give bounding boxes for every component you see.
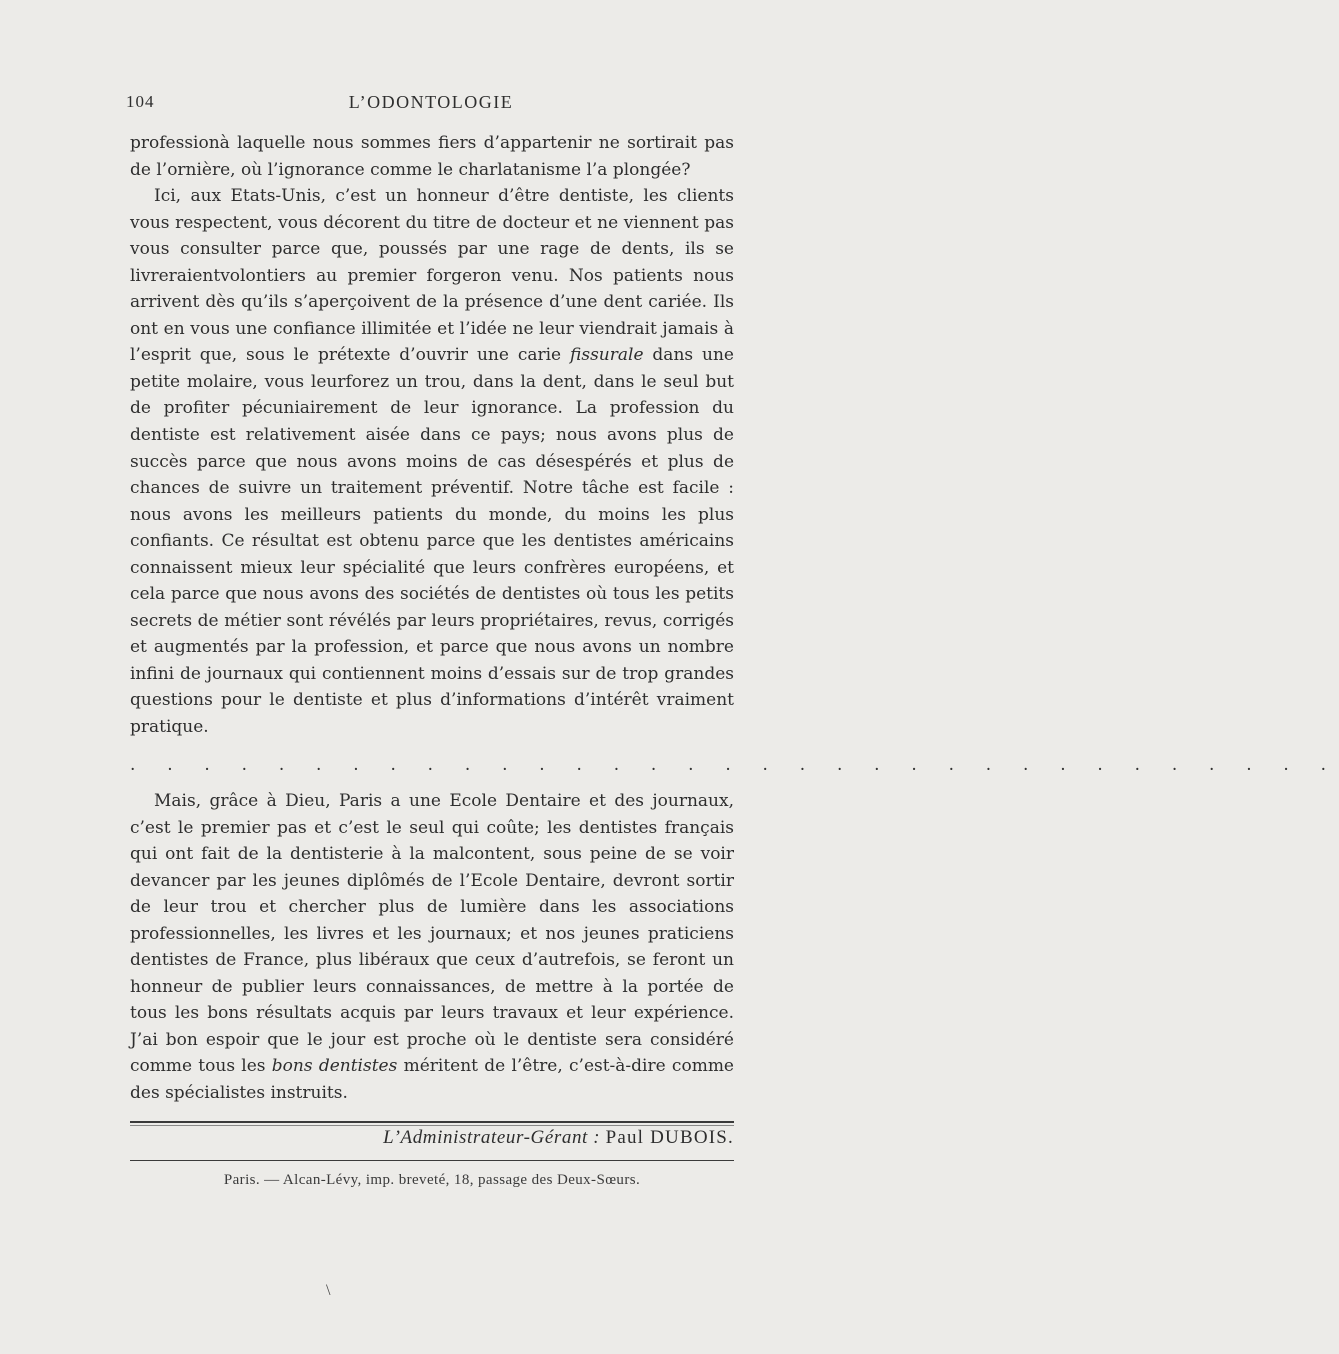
stray-mark: \ (326, 1282, 331, 1299)
body-text-lower (130, 788, 734, 1107)
text-run: Mais, grâce à Dieu, Paris a une Ecole Dentaire et des journaux, c’est le premier pas et c’est le seul qui coûte; les dentistes français qui ont fait de la dentisterie à la malcontent, sous peine de se voir devancer par les jeunes diplômés de l’Ecole Dentaire, devront sortir de leur trou et chercher plus de lumière dans les associations professionnelles, les livres et les journaux; et nos jeunes praticiens dentistes de France, plus libéraux que ceux d’autrefois, se feront un honneur de publier leurs connaissances, de mettre à la portée de tous les bons résultats acquis par leurs travaux et leur expérience. J’ai bon espoir que le jour est proche où le dentiste sera considéré comme tous les (130, 791, 734, 1077)
text-run: professionà laquelle nous sommes fiers d’appartenir ne sortirait pas de l’ornière, où l’ignorance comme le charlatanisme l’a plongée? (130, 133, 734, 180)
signature (130, 1127, 734, 1149)
printer-imprint: Paris. — Alcan-Lévy, imp. breveté, 18, passage des Deux-Sœurs. (223, 1172, 641, 1188)
paragraph-3 (130, 788, 734, 1107)
signature-label: L’Administrateur-Gérant : (383, 1127, 601, 1148)
text-run: dans une petite molaire, vous leurforez un trou, dans la dent, dans le seul but de profiter pécuniairement de leur ignorance. La profession du dentiste est relativement aisée dans ce pays; nous avons plus de succès parce que nous avons moins de cas désespérés et plus de chances de suivre un traitement préventif. Notre tâche est facile : nous avons les meilleurs patients du monde, du moins les plus confiants. Ce résultat est obtenu parce que les dentistes américains connaissent mieux leur spécialité que leurs confrères européens, et cela parce que nous avons des sociétés de dentistes où tous les petits secrets de métier sont révélés par leurs propriétaires, revus, corrigés et augmentés par la profession, et parce que nous avons un nombre infini de journaux qui contiennent moins d’essais sur de trop grandes questions pour le dentiste et plus d’informations d’intérêt vraiment pratique. (130, 345, 734, 738)
signature-rule-top-thin (130, 1125, 734, 1126)
signature-name: Paul DUBOIS. (605, 1127, 734, 1148)
page-header (126, 92, 736, 116)
body-text-upper (130, 130, 734, 741)
italic-text: fissurale (570, 345, 644, 366)
text-run: méritent de l’être, c’est-à-dire comme des spécialistes instruits. (130, 1056, 734, 1104)
signature-rule-top (130, 1121, 734, 1123)
italic-text: bons dentistes (271, 1056, 398, 1077)
text-run: Ici, aux Etats-Unis, c’est un honneur d’être dentiste, les clients vous respectent, vous décorent du titre de docteur et ne viennent pas vous consulter parce que, poussés par une rage de dents, ils se livreraientvolontiers au premier forgeron venu. Nos patients nous arrivent dès qu’ils s’aperçoivent de la présence d’une dent cariée. Ils ont en vous une confiance illimitée et l’idée ne leur viendrait jamais à l’esprit que, sous le prétexte d’ouvrir une carie (130, 186, 734, 366)
ellipsis-line: · · · · · · · · · · · · · · · · · · · · · · · · · · · · · · · · · (130, 760, 1339, 780)
paragraph-2 (130, 183, 734, 740)
paragraph-1 (130, 130, 734, 183)
signature-rule-bottom (130, 1160, 734, 1161)
running-title: L’ODONTOLOGIE (348, 92, 514, 112)
page-number: 104 (126, 92, 155, 111)
